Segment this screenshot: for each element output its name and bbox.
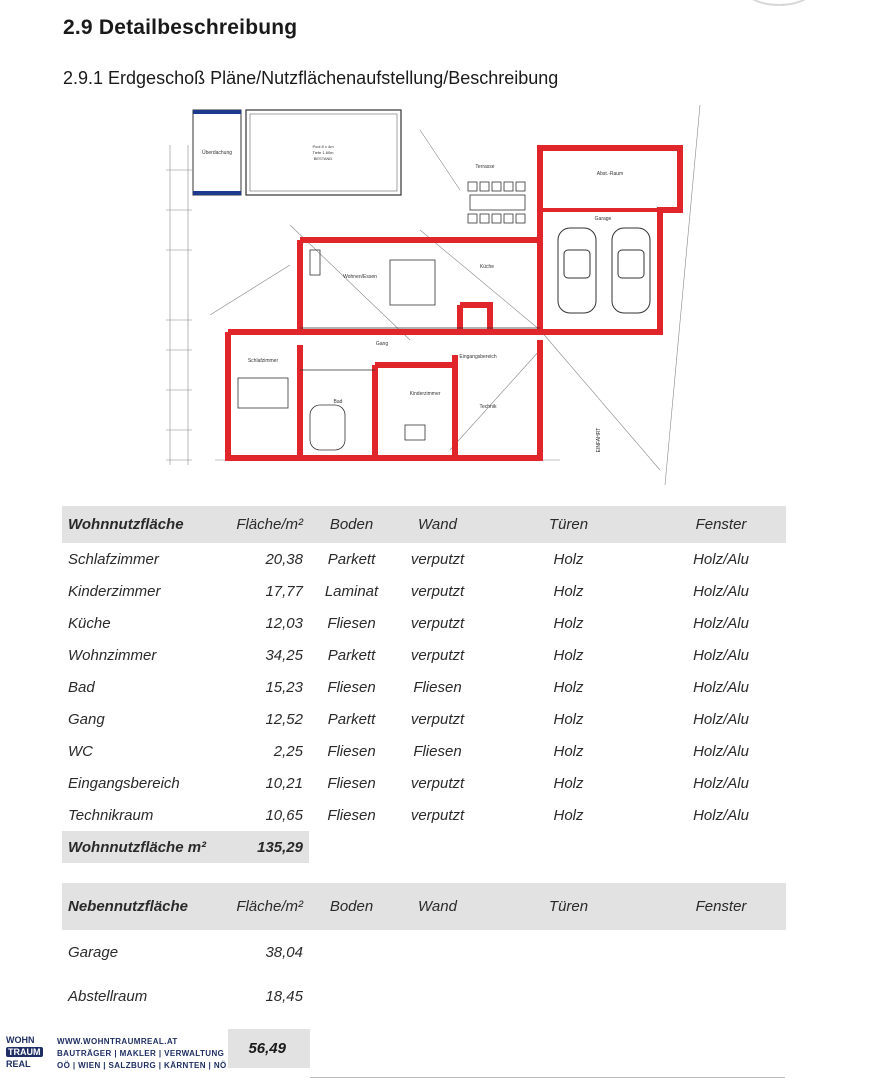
table-row: [62, 703, 786, 735]
header-boden: Boden: [309, 506, 394, 543]
door-type: Holz: [553, 742, 584, 760]
svg-text:Küche: Küche: [479, 264, 495, 270]
footer-services: BAUTRÄGER | MAKLER | VERWALTUNG: [57, 1049, 225, 1058]
footer-info: [57, 1036, 227, 1072]
svg-text:Tiefe 1.60m: Tiefe 1.60m: [312, 150, 334, 155]
wall-type: verputzt: [410, 582, 465, 600]
door-type: Holz: [553, 550, 584, 568]
door-type: Holz: [553, 646, 584, 664]
svg-text:Wohnen/Essen: Wohnen/Essen: [343, 274, 377, 280]
table-header-row: [62, 883, 786, 930]
room-name: Kinderzimmer: [68, 582, 161, 600]
header-fenster: Fenster: [656, 506, 786, 543]
door-type: Holz: [553, 582, 584, 600]
svg-text:Technik: Technik: [479, 404, 497, 410]
room-name: Abstellraum: [68, 987, 148, 1005]
plan-label-abst: Abst.-Raum: [596, 171, 624, 177]
corner-decoration: [740, 0, 818, 6]
header-tueren: Türen: [481, 883, 656, 930]
svg-text:BESTAND: BESTAND: [313, 156, 333, 161]
window-type: Holz/Alu: [693, 646, 749, 664]
wall-type: verputzt: [410, 710, 465, 728]
door-type: Holz: [553, 710, 584, 728]
floor-type: Fliesen: [327, 742, 376, 760]
subsection-title: 2.9.1 Erdgeschoß Pläne/Nutzflächenaufstellung/Beschreibung: [63, 68, 559, 88]
floor-type: Parkett: [327, 646, 376, 664]
svg-text:Gang: Gang: [375, 341, 389, 347]
header-flaeche: Fläche/m²: [222, 883, 309, 930]
plan-label-garage: Garage: [594, 216, 612, 222]
wohnnutzflaeche-table: [62, 506, 786, 863]
header-tueren: Türen: [481, 506, 656, 543]
window-type: Holz/Alu: [693, 806, 749, 824]
wall-type: verputzt: [410, 806, 465, 824]
area-value: 10,21: [265, 774, 303, 792]
room-name: WC: [68, 742, 93, 760]
table-row: [62, 735, 786, 767]
header-wand: Wand: [394, 883, 481, 930]
header-wand: Wand: [394, 506, 481, 543]
room-name: Bad: [68, 678, 95, 696]
floor-type: Fliesen: [327, 806, 376, 824]
area-value: 10,65: [265, 806, 303, 824]
nebennutzflaeche-table: [62, 883, 786, 1018]
window-type: Holz/Alu: [693, 678, 749, 696]
area-value: 17,77: [265, 582, 303, 600]
door-type: Holz: [553, 678, 584, 696]
wall-type: verputzt: [410, 614, 465, 632]
window-type: Holz/Alu: [693, 582, 749, 600]
svg-text:Eingangsbereich: Eingangsbereich: [459, 354, 497, 360]
window-type: Holz/Alu: [693, 742, 749, 760]
footer-regions: OÖ | WIEN | SALZBURG | KÄRNTEN | NÖ: [57, 1061, 227, 1070]
wall-type: Fliesen: [413, 742, 462, 760]
svg-text:Schlafzimmer: Schlafzimmer: [247, 358, 279, 364]
room-name: Eingangsbereich: [68, 774, 180, 792]
plan-label-ueberdachung: Überdachung: [201, 150, 233, 156]
window-type: Holz/Alu: [693, 614, 749, 632]
header-fenster: Fenster: [656, 883, 786, 930]
footer-url[interactable]: WWW.WOHNTRAUMREAL.AT: [57, 1037, 178, 1046]
area-value: 34,25: [265, 646, 303, 664]
wall-type: verputzt: [410, 646, 465, 664]
floor-type: Fliesen: [327, 614, 376, 632]
door-type: Holz: [553, 774, 584, 792]
floor-type: Fliesen: [327, 774, 376, 792]
header-wohnnutzflaeche: Wohnnutzfläche: [62, 506, 222, 543]
area-value: 12,52: [265, 710, 303, 728]
table-row: [62, 974, 786, 1018]
area-value: 20,38: [265, 550, 303, 568]
room-name: Garage: [68, 943, 119, 961]
table-row: [62, 575, 786, 607]
svg-text:Bad: Bad: [333, 399, 343, 405]
area-value: 38,04: [265, 943, 303, 961]
room-name: Gang: [68, 710, 105, 728]
floor-type: Parkett: [327, 710, 376, 728]
total-label: Wohnnutzfläche m²: [62, 831, 222, 863]
room-name: Wohnzimmer: [68, 646, 157, 664]
window-type: Holz/Alu: [693, 774, 749, 792]
table-row: [62, 767, 786, 799]
nebennutzflaeche-total: 56,49: [228, 1029, 310, 1068]
table-row: [62, 607, 786, 639]
svg-text:Terrasse: Terrasse: [475, 164, 495, 170]
area-value: 2,25: [273, 742, 303, 760]
area-value: 12,03: [265, 614, 303, 632]
svg-text:EINFAHRT: EINFAHRT: [596, 427, 602, 453]
total-row: [62, 831, 786, 863]
wall-type: Fliesen: [413, 678, 462, 696]
floor-type: Parkett: [327, 550, 376, 568]
area-value: 15,23: [265, 678, 303, 696]
room-name: Technikraum: [68, 806, 154, 824]
floor-type: Fliesen: [327, 678, 376, 696]
table-row: [62, 799, 786, 831]
total-value: 135,29: [222, 831, 309, 863]
door-type: Holz: [553, 614, 584, 632]
door-type: Holz: [553, 806, 584, 824]
svg-text:Pool 8 x 4m: Pool 8 x 4m: [312, 144, 334, 149]
room-name: Schlafzimmer: [68, 550, 159, 568]
window-type: Holz/Alu: [693, 710, 749, 728]
section-title: 2.9 Detailbeschreibung: [63, 16, 298, 39]
window-type: Holz/Alu: [693, 550, 749, 568]
header-nebennutzflaeche: Nebennutzfläche: [62, 883, 222, 930]
room-name: Küche: [68, 614, 111, 632]
wall-type: verputzt: [410, 550, 465, 568]
header-flaeche: Fläche/m²: [222, 506, 309, 543]
table-row: [62, 930, 786, 974]
wall-type: verputzt: [410, 774, 465, 792]
table-header-row: [62, 506, 786, 543]
table-row: [62, 543, 786, 575]
svg-text:Kinderzimmer: Kinderzimmer: [409, 391, 441, 397]
company-logo: WOHN TRAUM REAL: [6, 1035, 41, 1069]
floor-type: Laminat: [324, 582, 379, 600]
floor-plan: [160, 100, 720, 492]
divider: [310, 1077, 785, 1078]
area-value: 18,45: [265, 987, 303, 1005]
table-row: [62, 671, 786, 703]
table-row: [62, 639, 786, 671]
header-boden: Boden: [309, 883, 394, 930]
